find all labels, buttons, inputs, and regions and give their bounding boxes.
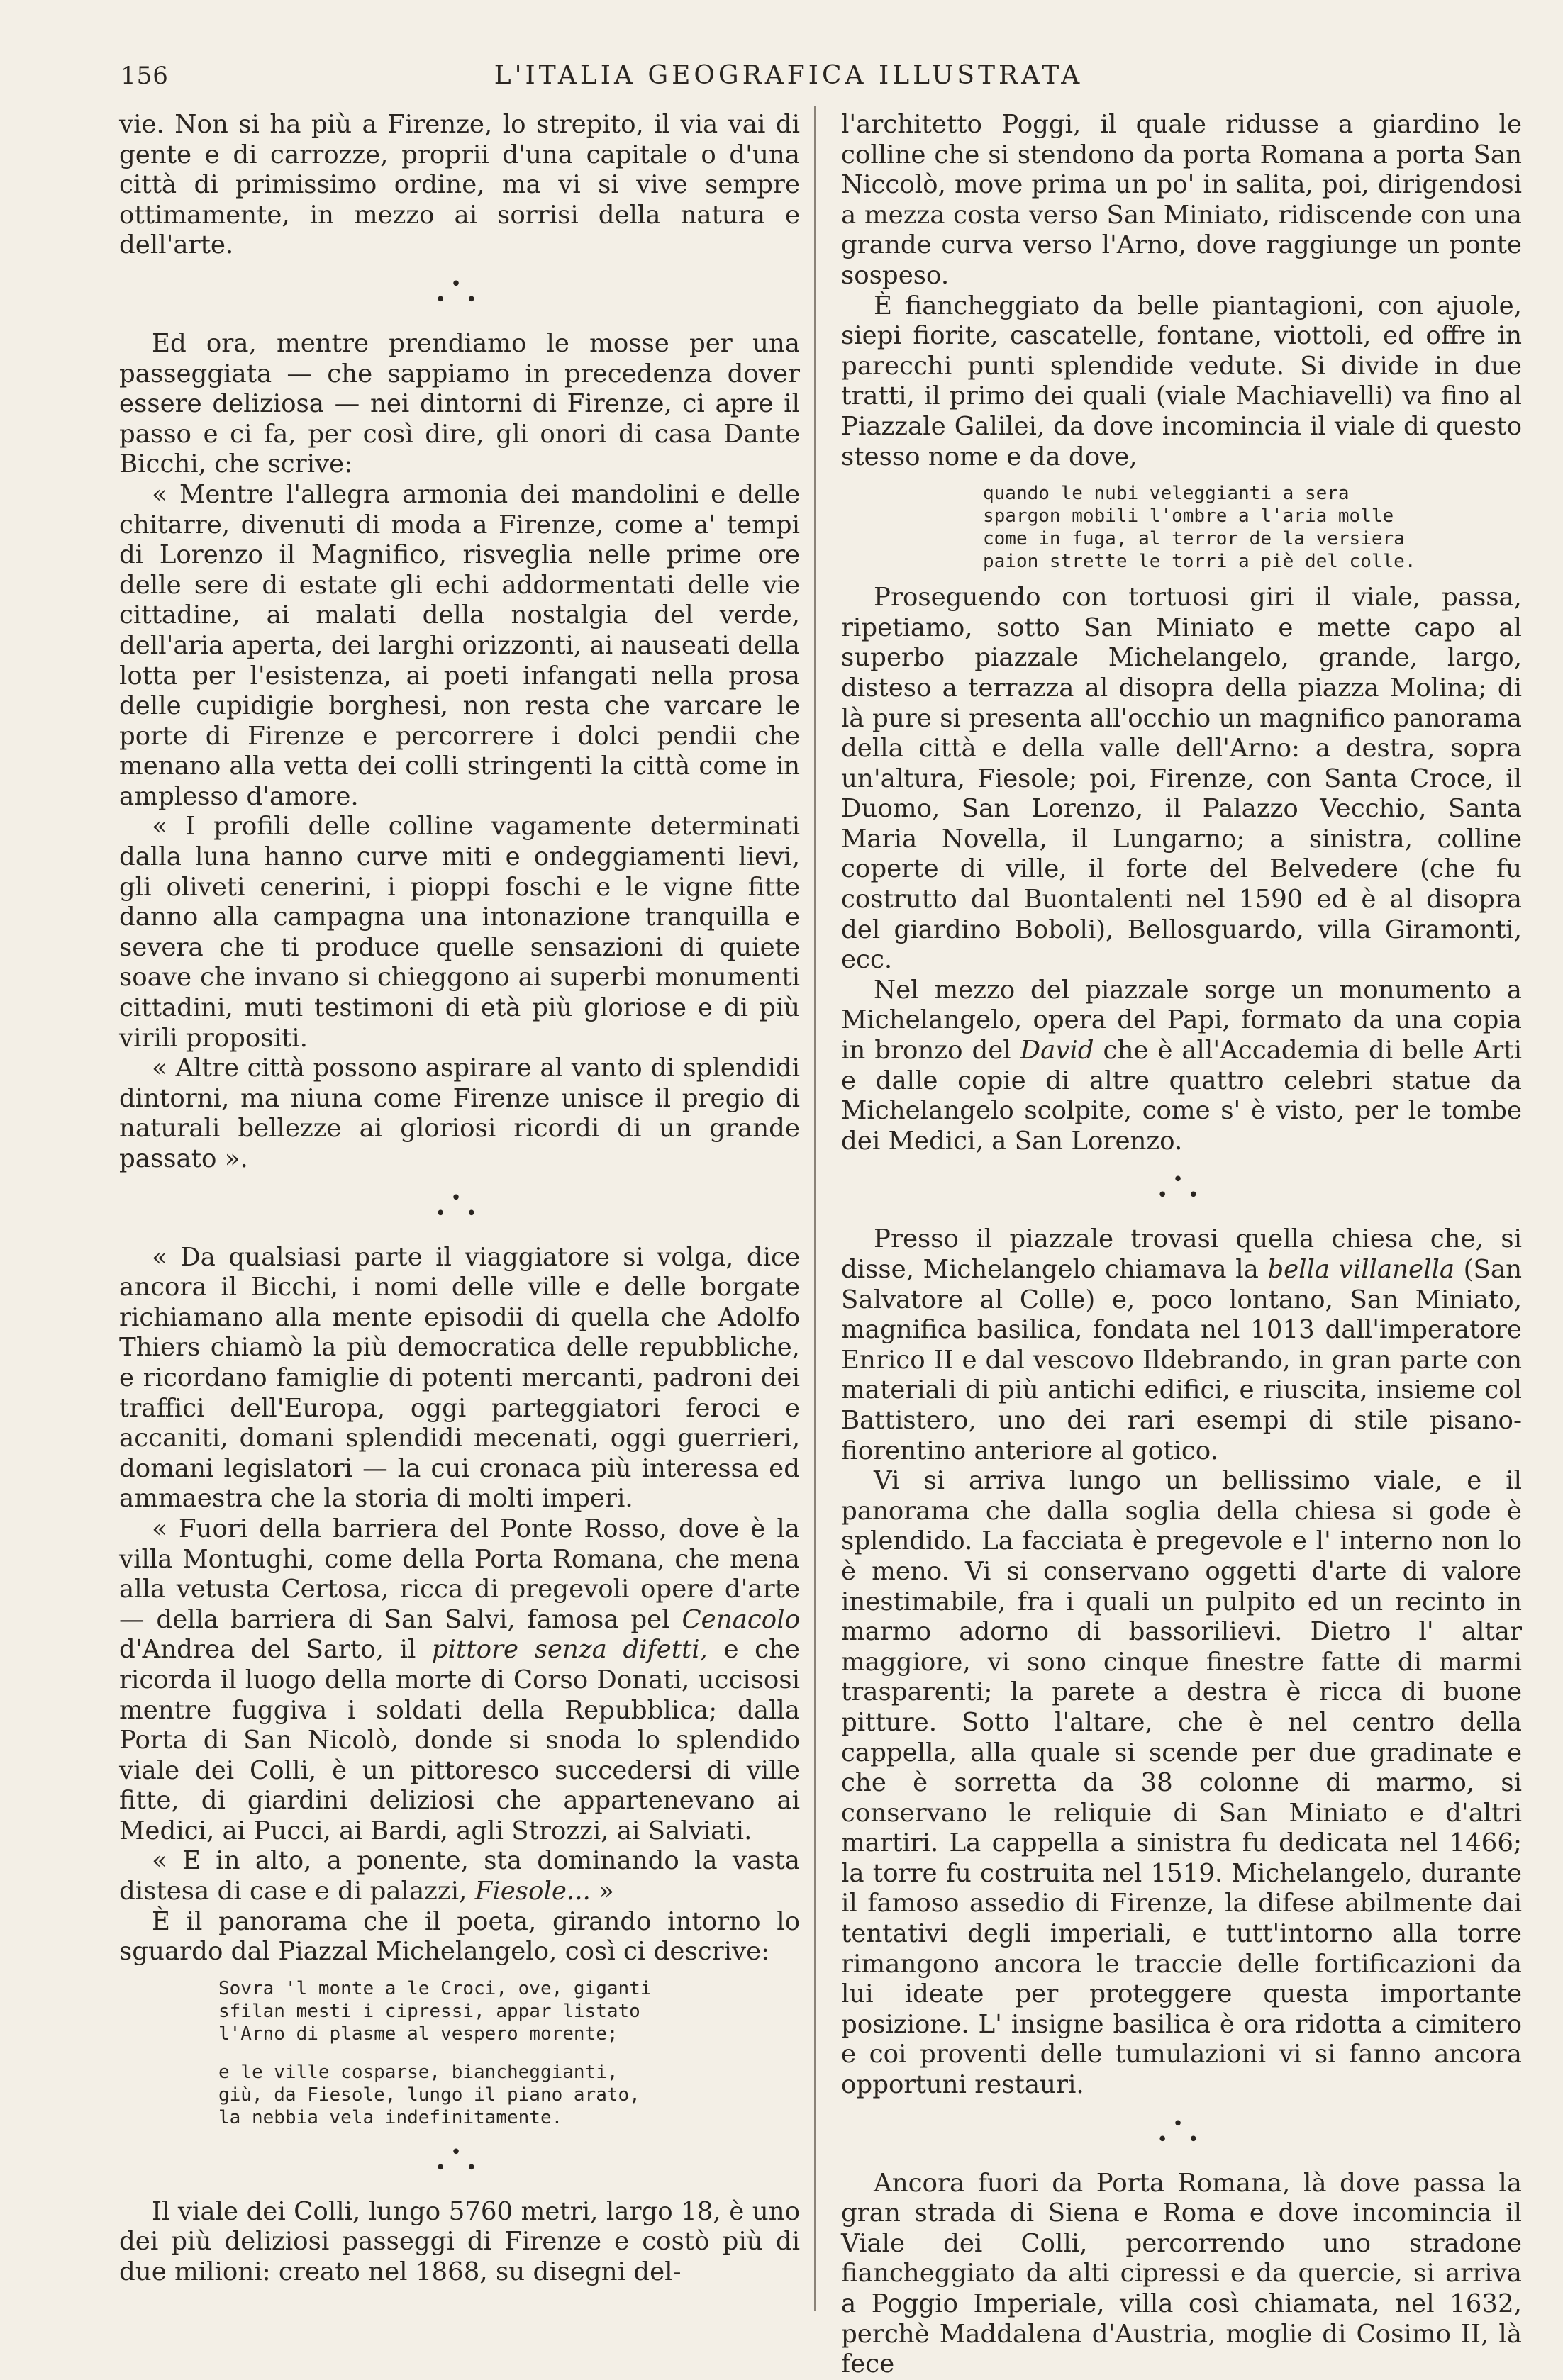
- section-separator: • • •: [435, 1187, 484, 1224]
- verse-line: Sovra 'l monte a le Croci, ove, giganti: [218, 1977, 652, 1999]
- verse-line: l'Arno di plasme al vespero morente;: [218, 2023, 618, 2045]
- running-title: L'ITALIA GEOGRAFICA ILLUSTRATA: [494, 61, 1084, 90]
- paragraph: Ed ora, mentre prendiamo le mosse per una passeggiata — che sappiamo in precedenza dover essere deliziosa — nei dintorni di Firenze, ci apre il passo e ci fa, per così dire, gli onori di casa Dante Bicchi, che scrive:: [119, 328, 800, 479]
- left-column: [119, 110, 800, 2288]
- poem-quote: [983, 482, 1522, 573]
- paragraph: Nel mezzo del piazzale sorge un monumento a Michelangelo, opera del Papi, formato da una copia in bronzo del David che è all'Accademia di belle Arti e dalle copie di altre quattro celebri statue da Michelangelo scolpite, come s' è visto, per le tombe dei Medici, a San Lorenzo.: [841, 975, 1522, 1156]
- paragraph: « Altre città possono aspirare al vanto di splendidi dintorni, ma niuna come Firenze unisce il pregio di naturali bellezze ai gloriosi ricordi di un grande passato ».: [119, 1054, 800, 1173]
- verse-line: quando le nubi veleggianti a sera: [983, 483, 1350, 505]
- column-divider: [814, 106, 816, 2311]
- paragraph: « I profili delle colline vagamente determinati dalla luna hanno curve miti e ondeggiamenti lievi, gli oliveti cenerini, i pioppi foschi e le vigne fitte danno alla campagna una intonazione tranquilla e severa che ti produce quelle sensazioni di quiete soave che invano si chieggono ai superbi monumenti cittadini, muti testimoni di età più gloriose e di più virili propositi.: [119, 812, 800, 1053]
- poem-quote: [218, 1977, 800, 2129]
- paragraph: Il viale dei Colli, lungo 5760 metri, largo 18, è uno dei più deliziosi passeggi di Firenze e costò più di due milioni: creato nel 1868, su disegni del-: [119, 2196, 800, 2287]
- verse-line: giù, da Fiesole, lungo il piano arato,: [218, 2084, 640, 2106]
- verse-line: come in fuga, al terror de la versiera: [983, 528, 1405, 550]
- paragraph: Proseguendo con tortuosi giri il viale, passa, ripetiamo, sotto San Miniato e mette capo al superbo piazzale Michelangelo, grande, largo, disteso a terrazza al disopra della piazza Molina; di là pure si presenta all'occhio un magnifico panorama della città e della valle dell'Arno: a destra, sopra un'altura, Fiesole; poi, Firenze, con Santa Croce, il Duomo, San Lorenzo, il Palazzo Vecchio, Santa Maria Novella, il Lungarno; a sinistra, colline coperte di ville, il forte del Belvedere (che fu costrutto dal Buontalenti nel 1590 ed è al disopra del giardino Boboli), Bellosguardo, villa Giramonti, ecc.: [841, 583, 1522, 975]
- verse-line: la nebbia vela indefinitamente.: [218, 2106, 563, 2128]
- verse-line: paion strette le torri a piè del colle.: [983, 551, 1416, 573]
- section-separator: • • •: [1157, 1169, 1206, 1207]
- paragraph: Ancora fuori da Porta Romana, là dove passa la gran strada di Siena e Roma e dove incomincia il Viale dei Colli, percorrendo uno stradone fiancheggiato da alti cipressi e da quercie, si arriva a Poggio Imperiale, villa così chiamata, nel 1632, perchè Maddalena d'Austria, moglie di Cosimo II, là fece: [841, 2168, 1522, 2379]
- paragraph: vie. Non si ha più a Firenze, lo strepito, il via vai di gente e di carrozze, proprii d'una capitale o d'una città di primissimo ordine, ma vi si vive sempre ottimamente, in mezzo ai sorrisi della natura e dell'arte.: [119, 110, 800, 260]
- page-number: 156: [121, 62, 169, 90]
- paragraph: « Da qualsiasi parte il viaggiatore si volga, dice ancora il Bicchi, i nomi delle ville e delle borgate richiamano alla mente episodii di quella che Adolfo Thiers chiamò la più democratica delle repubbliche, e ricordano famiglie di potenti mercanti, padroni dei traffici dell'Europa, oggi parteggiatori feroci e accaniti, domani splendidi mecenati, oggi guerrieri, domani legislatori — la cui cronaca più interessa ed ammaestra che la storia di molti imperi.: [119, 1242, 800, 1514]
- section-separator: • • •: [435, 2141, 484, 2179]
- paragraph: Vi si arriva lungo un bellissimo viale, e il panorama che dalla soglia della chiesa si gode è splendido. La facciata è pregevole e l' interno non lo è meno. Vi si conservano oggetti d'arte di valore inestimabile, fra i quali un pulpito ed un recinto in marmo adorno di bassorilievi. Dietro l' altar maggiore, vi sono cinque finestre fatte di marmi trasparenti; la parete a destra è ricca di buone pitture. Sotto l'altare, che è nel centro della cappella, alla quale si scende per due gradinate e che è sorretta da 38 colonne di marmo, si conservano le reliquie di San Miniato e d'altri martiri. La cappella a sinistra fu dedicata nel 1466; la torre fu costruita nel 1519. Michelangelo, durante il famoso assedio di Firenze, la difese abilmente dai tentativi degli imperiali, e tutt'intorno alla torre rimangono ancora le traccie delle fortificazioni da lui ideate per proteggere questa importante posizione. L' insigne basilica è ora ridotta a cimitero e coi proventi delle tumulazioni vi si fanno ancora opportuni restauri.: [841, 1466, 1522, 2100]
- section-separator: • • •: [1157, 2113, 1206, 2150]
- verse-line: sfilan mesti i cipressi, appar listato: [218, 2000, 640, 2022]
- page-header: [121, 61, 1457, 104]
- right-column: [841, 110, 1522, 2380]
- section-separator: • • •: [435, 273, 484, 311]
- paragraph: Presso il piazzale trovasi quella chiesa che, si disse, Michelangelo chiamava la bella villanella (San Salvatore al Colle) e, poco lontano, San Miniato, magnifica basilica, fondata nel 1013 dall'imperatore Enrico II e dal vescovo Ildebrando, in gran parte con materiali di più antichi edifici, e riuscita, insieme col Battistero, uno dei rari esempi di stile pisano-fiorentino anteriore al gotico.: [841, 1224, 1522, 1465]
- paragraph: « E in alto, a ponente, sta dominando la vasta distesa di case e di palazzi, Fiesole... »: [119, 1846, 800, 1906]
- paragraph: l'architetto Poggi, il quale ridusse a giardino le colline che si stendono da porta Romana a porta San Niccolò, move prima un po' in salita, poi, dirigendosi a mezza costa verso San Miniato, ridiscende con una grande curva verso l'Arno, dove raggiunge un ponte sospeso.: [841, 110, 1522, 290]
- paragraph: È il panorama che il poeta, girando intorno lo sguardo dal Piazzal Michelangelo, così ci descrive:: [119, 1906, 800, 1967]
- verse-line: e le ville cosparse, biancheggianti,: [218, 2061, 618, 2083]
- paragraph: « Fuori della barriera del Ponte Rosso, dove è la villa Montughi, come della Porta Romana, che mena alla vetusta Certosa, ricca di pregevoli opere d'arte — della barriera di San Salvi, famosa pel Cenacolo d'Andrea del Sarto, il pittore senza difetti, e che ricorda il luogo della morte di Corso Donati, uccisosi mentre fuggiva i soldati della Repubblica; dalla Porta di San Nicolò, donde si snoda lo splendido viale dei Colli, è un pittoresco succedersi di ville fitte, di giardini deliziosi che appartenevano ai Medici, ai Pucci, ai Bardi, agli Strozzi, ai Salviati.: [119, 1514, 800, 1845]
- paragraph: È fiancheggiato da belle piantagioni, con ajuole, siepi fiorite, cascatelle, fontane, viottoli, ed offre in parecchi punti splendide vedute. Si divide in due tratti, il primo dei quali (viale Machiavelli) va fino al Piazzale Galilei, da dove incomincia il viale di questo stesso nome e da dove,: [841, 291, 1522, 471]
- paragraph: « Mentre l'allegra armonia dei mandolini e delle chitarre, divenuti di moda a Firenze, come a' tempi di Lorenzo il Magnifico, risveglia nelle prime ore delle sere di estate gli echi addormentati delle vie cittadine, ai malati della nostalgia del verde, dell'aria aperta, dei larghi orizzonti, ai nauseati della lotta per l'esistenza, ai poeti infangati nella prosa delle cupidigie borghesi, non resta che varcare le porte di Firenze e percorrere i dolci pendii che menano alla vetta dei colli stringenti la città come in amplesso d'amore.: [119, 479, 800, 811]
- verse-line: spargon mobili l'ombre a l'aria molle: [983, 505, 1394, 527]
